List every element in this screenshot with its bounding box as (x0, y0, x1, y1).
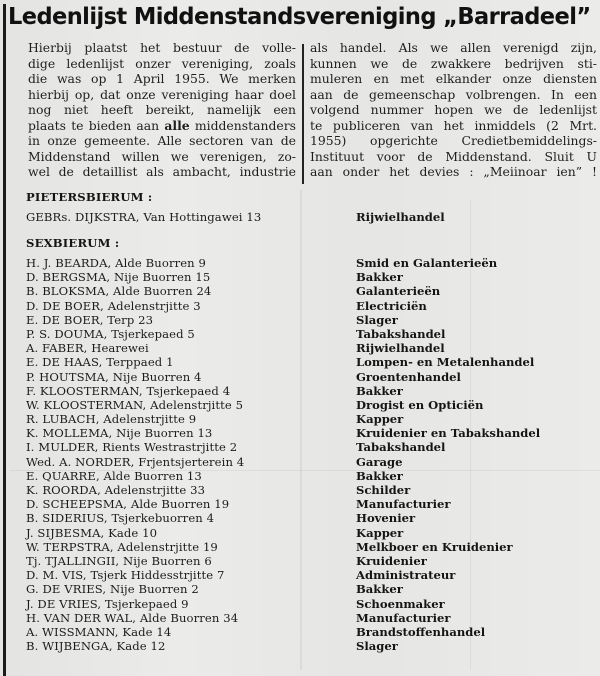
member-row (26, 526, 596, 540)
member-name-address: A. WISSMANN, Kade 14 (26, 624, 172, 639)
member-name-address: W. KLOOSTERMAN, Adelenstrjitte 5 (26, 397, 244, 412)
intro-line: te publiceren van het inmiddels (2 Mrt. (310, 117, 597, 133)
member-name-address: D. SCHEEPSMA, Alde Buorren 19 (26, 497, 230, 512)
intro-line: die was op 1 April 1955. We merken (28, 71, 296, 86)
member-name-address: B. SIDERIUS, Tsjerkebuorren 4 (26, 511, 215, 526)
member-trade: Slager (356, 312, 398, 327)
intro-line: in onze gemeente. Alle sectoren van de (28, 133, 296, 148)
intro-line: aan de gemeenschap volbrengen. In een (310, 86, 597, 102)
member-list-pietersbierum (26, 210, 596, 224)
member-name-address: I. MULDER, Rients Westrastrjitte 2 (26, 440, 238, 455)
intro-line: Instituut voor de Middenstand. Sluit U (310, 148, 597, 164)
member-trade: Smid en Galanterieën (356, 256, 498, 270)
member-trade: Kapper (356, 525, 404, 540)
intro-text: plaats te bieden aan (28, 117, 160, 133)
member-row (26, 582, 596, 596)
member-trade: Hovenier (356, 511, 416, 526)
member-trade: Galanterieën (356, 284, 441, 299)
member-name-address: K. MOLLEMA, Nije Buorren 13 (26, 426, 213, 441)
left-border-rule (3, 4, 6, 676)
member-name-address: B. WIJBENGA, Kade 12 (26, 639, 166, 654)
member-row (26, 440, 596, 454)
member-row (26, 327, 596, 341)
intro-line: als handel. Als we allen verenigd zijn, (310, 40, 597, 55)
member-trade: Brandstoffenhandel (356, 624, 486, 639)
member-name-address: P. S. DOUMA, Tsjerkepaed 5 (26, 326, 195, 341)
member-name-address: R. LUBACH, Adelenstrjitte 9 (26, 412, 197, 427)
member-trade: Kapper (356, 412, 404, 427)
member-trade: Bakker (356, 383, 403, 398)
member-row (26, 554, 596, 568)
member-row (26, 270, 596, 284)
member-row (26, 370, 596, 384)
member-row (26, 469, 596, 483)
member-name-address: H. VAN DER WAL, Alde Buorren 34 (26, 610, 239, 625)
member-name-address: E. DE BOER, Terp 23 (26, 312, 154, 327)
member-row (26, 625, 596, 639)
member-row (26, 597, 596, 611)
member-row (26, 455, 596, 469)
member-row (26, 511, 596, 525)
member-row (26, 398, 596, 412)
member-name-address: D. DE BOER, Adelenstrjitte 3 (26, 298, 201, 313)
member-name-address: E. QUARRE, Alde Buorren 13 (26, 468, 202, 483)
member-list-sexbierum (26, 256, 596, 653)
member-row (26, 384, 596, 398)
member-name-address: G. DE VRIES, Nije Buorren 2 (26, 582, 199, 597)
member-row (26, 426, 596, 440)
member-row (26, 313, 596, 327)
member-trade: Electriciën (356, 298, 427, 313)
member-trade: Schilder (356, 483, 411, 497)
member-trade: Garage (356, 454, 403, 469)
intro-line: volgend nummer hopen we de ledenlijst (310, 102, 597, 117)
member-name-address: Tj. TJALLINGII, Nije Buorren 6 (26, 553, 212, 568)
member-trade: Tabakshandel (356, 326, 446, 341)
member-trade: Schoenmaker (356, 596, 445, 611)
intro-line: 1955) opgerichte Credietbemiddelings- (310, 133, 597, 148)
member-trade: Kruidenier (356, 553, 427, 568)
intro-line: wel de detaillist als ambacht, industrie (28, 164, 296, 179)
member-name-address: GEBRs. DIJKSTRA, Van Hottingawei 13 (26, 210, 262, 224)
member-trade: Manufacturier (356, 610, 451, 625)
intro-line: muleren en met elkander onze diensten (310, 71, 597, 86)
member-row (26, 256, 596, 270)
section-heading-pietersbierum: PIETERSBIERUM : (26, 190, 153, 204)
intro-column-left (10, 40, 296, 185)
member-trade: Bakker (356, 468, 403, 483)
intro-column-right (310, 40, 597, 185)
headline: Ledenlijst Middenstandsvereniging „Barradeel” (8, 4, 591, 30)
member-row (26, 568, 596, 582)
intro-line-emphasis (10, 118, 296, 134)
intro-line: Middenstand willen we verenigen, zo- (28, 148, 296, 164)
column-divider (302, 44, 304, 184)
member-trade: Lompen- en Metalenhandel (356, 355, 535, 370)
member-row (26, 299, 596, 313)
emphasis-word: alle (164, 117, 190, 133)
member-trade: Drogist en Opticiën (356, 397, 484, 412)
member-trade: Tabakshandel (356, 440, 446, 455)
member-trade: Groentenhandel (356, 369, 461, 384)
member-name-address: B. BLOKSMA, Alde Buorren 24 (26, 284, 212, 299)
intro-line: nog niet heeft bereikt, namelijk een (28, 102, 296, 117)
section-heading-sexbierum: SEXBIERUM : (26, 236, 120, 250)
intro-line: kunnen we de zwakkere bedrijven sti- (310, 55, 597, 71)
member-name-address: D. M. VIS, Tsjerk Hiddesstrjitte 7 (26, 568, 225, 583)
intro-line: Hierbij plaatst het bestuur de volle- (28, 40, 296, 55)
member-trade: Rijwielhandel (356, 341, 445, 356)
member-trade: Bakker (356, 582, 403, 597)
member-trade: Slager (356, 639, 398, 654)
member-row (26, 210, 596, 224)
member-trade: Rijwielhandel (356, 210, 445, 224)
member-name-address: J. SIJBESMA, Kade 10 (26, 525, 158, 540)
member-row (26, 355, 596, 369)
intro-line: aan onder het devies : „Meiinoar ien” ! (310, 164, 597, 179)
member-trade: Administrateur (356, 568, 456, 583)
intro-text: middenstanders (194, 117, 296, 133)
member-row (26, 284, 596, 298)
member-row (26, 483, 596, 497)
member-name-address: A. FABER, Hearewei (26, 341, 149, 356)
member-name-address: P. HOUTSMA, Nije Buorren 4 (26, 369, 202, 384)
member-trade: Bakker (356, 270, 403, 285)
member-row (26, 611, 596, 625)
intro-line: hierbij op, dat onze vereniging haar doel (28, 86, 296, 102)
member-row (26, 497, 596, 511)
member-row (26, 412, 596, 426)
intro-line: dige ledenlijst onzer vereniging, zoals (28, 55, 296, 71)
member-name-address: F. KLOOSTERMAN, Tsjerkepaed 4 (26, 383, 231, 398)
member-trade: Kruidenier en Tabakshandel (356, 426, 541, 441)
member-row (26, 341, 596, 355)
member-name-address: H. J. BEARDA, Alde Buorren 9 (26, 256, 207, 270)
member-trade: Melkboer en Kruidenier (356, 539, 513, 554)
member-name-address: D. BERGSMA, Nije Buorren 15 (26, 270, 211, 285)
member-row (26, 639, 596, 653)
member-name-address: J. DE VRIES, Tsjerkepaed 9 (26, 596, 189, 611)
member-name-address: W. TERPSTRA, Adelenstrjitte 19 (26, 539, 218, 554)
member-trade: Manufacturier (356, 497, 451, 512)
member-name-address: Wed. A. NORDER, Frjentsjerterein 4 (26, 454, 245, 469)
member-name-address: E. DE HAAS, Terppaed 1 (26, 355, 174, 370)
member-name-address: K. ROORDA, Adelenstrjitte 33 (26, 483, 206, 497)
member-row (26, 540, 596, 554)
